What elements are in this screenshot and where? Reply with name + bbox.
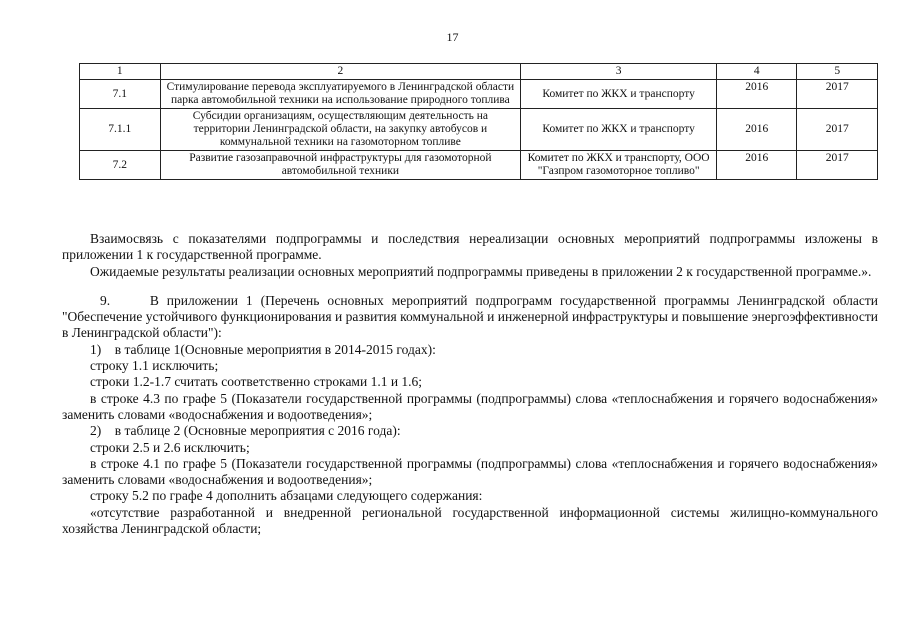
end-year: 2017 bbox=[797, 151, 878, 180]
table-row bbox=[80, 109, 878, 151]
table-header-row bbox=[80, 64, 878, 80]
row-number: 7.1.1 bbox=[80, 109, 161, 151]
end-year: 2017 bbox=[797, 80, 878, 109]
paragraph: в строке 4.1 по графе 5 (Показатели государственной программы (подпрограммы) слова «теплоснабжения и горячего водоснабжения» заменить словами «водоснабжения и водоотведения»; bbox=[62, 455, 878, 488]
paragraph: Ожидаемые результаты реализации основных мероприятий подпрограммы приведены в приложении 2 к государственной программе.». bbox=[90, 263, 872, 279]
column-header: 1 bbox=[80, 64, 161, 80]
end-year: 2017 bbox=[797, 109, 878, 151]
measure-name: Субсидии организациям, осуществляющим деятельность на территории Ленинградской области, на закупку автобусов и коммунальной техники на газомоторном топливе bbox=[160, 109, 521, 151]
paragraph: строки 1.2-1.7 считать соответственно строками 1.1 и 1.6; bbox=[90, 374, 423, 390]
start-year: 2016 bbox=[716, 109, 797, 151]
paragraph: «отсутствие разработанной и внедренной региональной государственной информационной системы жилищно-коммунального хозяйства Ленинградской области; bbox=[62, 504, 878, 537]
table-row bbox=[80, 80, 878, 109]
column-header: 5 bbox=[797, 64, 878, 80]
paragraph: 9. В приложении 1 (Перечень основных мероприятий подпрограмм государственной программы Ленинградской области "Обеспечение устойчивого функционирования и развития коммунальной и инженерной инфраструктуры и повышение энергоэффективности в Ленинградской области"): bbox=[62, 292, 878, 341]
page-number: 17 bbox=[446, 30, 459, 44]
column-header: 4 bbox=[716, 64, 797, 80]
measure-name: Стимулирование перевода эксплуатируемого в Ленинградской области парка автомобильной техники на использование природного топлива bbox=[160, 80, 521, 109]
measure-name: Развитие газозаправочной инфраструктуры для газомоторной автомобильной техники bbox=[160, 151, 521, 180]
row-number: 7.2 bbox=[80, 151, 161, 180]
paragraph: 1) в таблице 1(Основные мероприятия в 2014-2015 годах): bbox=[90, 341, 436, 357]
paragraph: строку 1.1 исключить; bbox=[90, 358, 219, 374]
paragraph: 2) в таблице 2 (Основные мероприятия с 2016 года): bbox=[90, 423, 401, 439]
paragraph: Взаимосвязь с показателями подпрограммы и последствия нереализации основных мероприятий подпрограммы изложены в приложении 1 к государственной программе. bbox=[62, 231, 878, 263]
executor: Комитет по ЖКХ и транспорту bbox=[521, 109, 717, 151]
measures-table bbox=[79, 63, 878, 180]
paragraph: строки 2.5 и 2.6 исключить; bbox=[90, 439, 250, 455]
paragraph: строку 5.2 по графе 4 дополнить абзацами следующего содержания: bbox=[90, 488, 483, 504]
start-year: 2016 bbox=[716, 80, 797, 109]
column-header: 2 bbox=[160, 64, 521, 80]
start-year: 2016 bbox=[716, 151, 797, 180]
column-header: 3 bbox=[521, 64, 717, 80]
executor: Комитет по ЖКХ и транспорту bbox=[521, 80, 717, 109]
table-row bbox=[80, 151, 878, 180]
paragraph: в строке 4.3 по графе 5 (Показатели государственной программы (подпрограммы) слова «теплоснабжения и горячего водоснабжения» заменить словами «водоснабжения и водоотведения»; bbox=[62, 390, 878, 422]
row-number: 7.1 bbox=[80, 80, 161, 109]
document-body bbox=[62, 231, 878, 537]
executor: Комитет по ЖКХ и транспорту, ООО "Газпром газомоторное топливо" bbox=[521, 151, 717, 180]
